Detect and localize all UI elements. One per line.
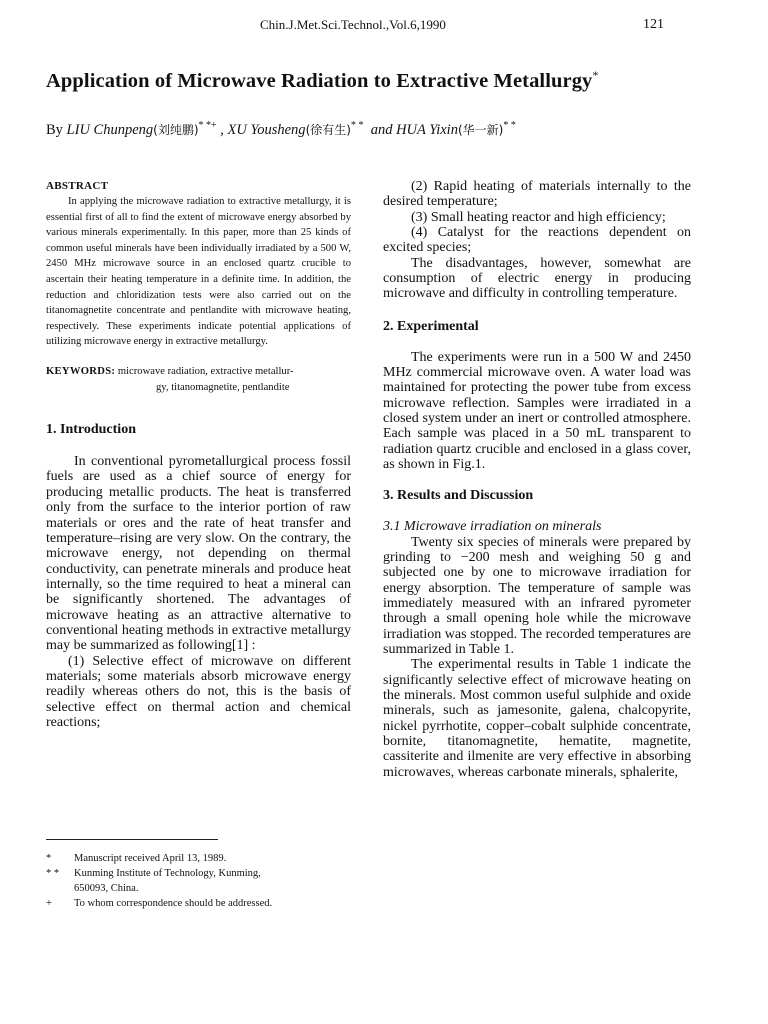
author-2-name: XU Yousheng [227,121,306,138]
author-by: By [46,121,63,138]
footnote-text-1: Manuscript received April 13, 1989. [74,853,227,864]
author-3-chinese-name: (华一新) [457,122,504,137]
section-heading-experimental: 2. Experimental [383,318,479,334]
advantage-item-3: (3) Small heating reactor and high efficiency; [411,209,666,225]
footnote-correspondence [46,896,351,911]
section-heading-introduction: 1. Introduction [46,422,136,438]
footnote-mark-1: * [46,853,52,864]
author-3-marks: * * [503,120,516,131]
footnote-affiliation [46,866,351,896]
keywords-line-2: gy, titanomagnetite, pentlandite [156,381,290,393]
footnote-text-2-line-2: 650093, China. [74,883,139,894]
keywords-label: KEYWORDS: [46,365,116,377]
footnote-rule [46,839,218,840]
footnote-received [46,851,351,866]
subsection-heading-3-1: 3.1 Microwave irradiation on minerals [383,518,602,534]
author-2-chinese-name: (徐有生) [305,122,351,137]
running-head [0,17,768,37]
advantage-item-4: (4) Catalyst for the reactions dependent on excited species; [383,225,691,256]
footnote-mark-3: + [46,898,52,909]
results-paragraph-1: Twenty six species of minerals were prepared by grinding to −200 mesh and weighing 50 g and subjected one by one to microwave irradiation for energy absorption. The temperature of sample was immediately measured with an infrared pyrometer through a small opening hole while the microwave irradiation was stopped. The recorded temperatures are summarized in Table 1. [383,534,691,657]
author-1-chinese-name: (刘纯鹏) [153,122,199,137]
author-3-name: HUA Yixin [396,121,458,138]
advantage-item-2: (2) Rapid heating of materials internally to the desired temperature; [383,179,691,210]
keywords-line-1: microwave radiation, extractive metallur- [117,365,294,377]
journal-citation: Chin.J.Met.Sci.Technol.,Vol.6,1990 [260,17,446,32]
paper-title-text: Application of Microwave Radiation to Extractive Metallurgy [46,69,593,92]
intro-item-1: (1) Selective effect of microwave on different materials; some materials absorb microwave energy readily whereas others do not, this is the basis of selective effect on thermal action and chemical reactions; [46,653,351,730]
footnote-mark-2: * * [46,868,60,879]
author-1-marks: * *+ [198,120,217,131]
abstract-label: ABSTRACT [46,180,109,192]
author-2-marks: * * [350,120,364,131]
author-line: By LIU Chunpeng(刘纯鹏)* *+ , XU Yousheng(徐有生)* * and HUA Yixin(华一新)* * [46,120,516,138]
disadvantages-paragraph: The disadvantages, however, somewhat are consumption of electric energy in producing microwave and difficulty in controlling temperature. [383,255,691,302]
footnotes [46,851,351,911]
paper-title [46,68,726,93]
page-number: 121 [643,17,664,32]
left-column [46,180,351,730]
footnote-text-2-line-1: Kunming Institute of Technology, Kunming, [74,868,261,879]
section-heading-results: 3. Results and Discussion [383,487,534,503]
results-paragraph-2: The experimental results in Table 1 indicate the significantly selective effect of microwave heating on the minerals. Most common useful sulphide and oxide minerals, such as jamesonite, galena, chalcopyrite, nickel pyrrhotite, copper–cobalt sulphide concentrate, bornite, titanomagnetite, hematite, magnetite, cassiterite and ilmenite are very effective in absorbing microwaves, whereas carbonate minerals, sphalerite, [383,657,691,780]
author-1-name: LIU Chunpeng [66,121,154,138]
intro-paragraph-1: In conventional pyrometallurgical process fossil fuels are used as a chief source of energy for producing metallic products. The heat is transferred only from the surface to the interior portion of raw materials or ores and the rate of heat transfer and temperature–rising are very slow. On the contrary, the microwave energy, not depending on thermal conductivity, can penetrate minerals and produce heat internally, so the time required to heat a mineral can be significantly shortened. The advantages of microwave heating as an attractive alternative to conventional heating methods in extractive metallurgy may be summarized as following[1] : [46,454,351,654]
title-footnote-mark: * [592,68,599,82]
right-column [383,179,691,780]
abstract-text: In applying the microwave radiation to extractive metallurgy, it is essential first of all to find the extent of microwave energy absorbed by various minerals experimentally. In this paper, more than 25 kinds of common useful minerals have been individually irradiated by a 500 W, 2450 MHz microwave source in an enclosed quartz crucible to ascertain their heating temperature in a definite time. In addition, the reduction and chloridization tests were also carried out on the titanomagnetite concentrate and pentlandite with microwave heating, respectively. These experiments indicate potential applications of utilizing microwave energy in extractive metallurgy. [46,196,351,348]
footnote-text-3: To whom correspondence should be addressed. [74,898,273,909]
experimental-paragraph: The experiments were run in a 500 W and 2450 MHz commercial microwave oven. A water load was maintained for protecting the power tube from excess microwave reflection. Samples were irradiated in a closed system under an inert or controlled atmosphere. Each sample was placed in a 50 mL transparent to radiation quartz crucible and enclosed in a glass cover, as shown in Fig.1. [383,349,691,473]
author-and: and [370,121,393,138]
keywords [46,364,351,395]
